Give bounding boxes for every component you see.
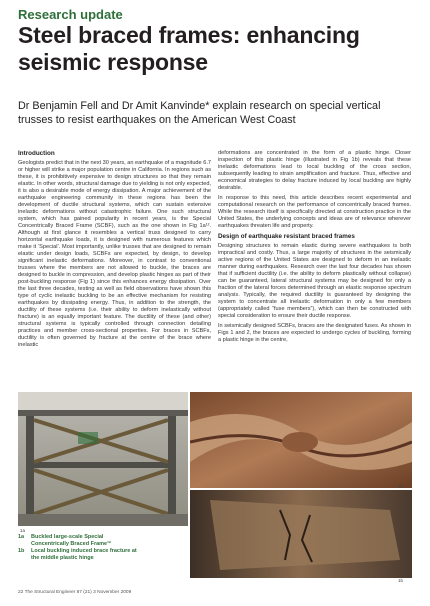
- caption-1b-text: Local buckling induced brace fracture at the middle plastic hinge: [31, 548, 137, 561]
- left-column: [18, 150, 211, 352]
- standfirst: Dr Benjamin Fell and Dr Amit Kanvinde* explain research on special vertical trusses to resist earthquakes on the American West Coast: [18, 100, 381, 126]
- caption-1a: [18, 534, 138, 548]
- right-paragraph-3: Designing structures to remain elastic during severe earthquakes is both impractical and costly. Thus, a large majority of structures in the seismically active regions of the United States are designed to deform in an inelastic manner during earthquakes. Research over the last four decades has shown that if sufficient ductility (i.e. the ability to deform plastically without collapse) can be guaranteed, lateral structural systems may be designed for only a fraction of the lateral forces determined through an elastic response spectrum analysis. Typically, the required ductility is guaranteed by designing the system to concentrate all inelastic deformation in only a few members (appropriately called “fuse members”), which can then be constructed with special consideration to ensure their ductile response.: [218, 243, 411, 319]
- figure-1a-label: 1a: [20, 528, 26, 533]
- design-heading: Design of earthquake resistant braced frames: [218, 233, 355, 240]
- figure-1a-photo: [18, 392, 188, 526]
- figure-1b-label-upper: 1b: [398, 484, 404, 489]
- article-title: Steel braced frames: enhancing seismic response: [18, 22, 360, 75]
- caption-1a-number: 1a: [18, 534, 25, 540]
- figure-1b-photo-upper: [190, 392, 412, 488]
- intro-paragraph: Geologists predict that in the next 30 years, an earthquake of a magnitude 6.7 or higher will strike a major population centre in California. In regions such as these, it is prohibitively expensive to design structures so that they remain elastic. In other words, structural damage due to yielding is not only expected, it is also a desirable mode of energy dissipation. A major achievement of the earthquake engineering community in these regions has been the development of ductile structural systems, which can sustain extensive inelastic deformations without catastrophic failure. One such structural system, which has gained popularity in recent years, is the Special Concentrically Braced Frame (SCBF), such as the one shown in Fig 1a¹². Although at first glance it resembles a vertical truss designed to carry horizontal earthquake loads, it is designed with numerous features which make it ‘Special’. Most importantly, unlike trusses that are designed to remain elastic under design loads, SCBFs are expected, by design, to develop significant inelastic deformations. Moreover, in contrast to conventional trusses where the members are not allowed to buckle, the braces are designed to buckle in compression, and develop plastic hinges as part of their post-buckling response (Fig 1) since this enhances energy dissipation. Over the last three decades, testing as well as field observations have shown this type of cyclic inelastic buckling to be an effective mechanism for resisting earthquakes by dissipating energy. Thus, in addition to the strength, the ductility of these systems (i.e. their ability to deform inelastically without fracture) is an equally important feature. The ductility of these (and other) structural systems is typically controlled through connection detailing practices and member cross-sectional properties. For braces in SCBFs, ductility is often governed by fracture at the centre of the brace where inelastic: [18, 160, 211, 348]
- caption-1a-text: Buckled large-scale Special Concentrically Braced Frame¹²: [31, 534, 111, 547]
- kicker: Research update: [18, 7, 123, 22]
- caption-1b-number: 1b: [18, 548, 25, 554]
- caption-1b: [18, 548, 138, 562]
- right-paragraph-4: In seismically designed SCBFs, braces are the designated fuses. As shown in Figs 1 and 2, the braces are expected to undergo cycles of buckling, forming a plastic hinge in the centre,: [218, 323, 411, 343]
- figure-1b-photo-lower: [190, 490, 412, 578]
- right-paragraph-2: In response to this need, this article describes recent experimental and computational research on the performance of concentrically braced frames. While the research itself is specifically directed at construction practice in the United States, the underlying concepts and ideas are of relevance wherever earthquakes threaten life and property.: [218, 195, 411, 229]
- figure-1b-label-lower: 1b: [398, 578, 404, 583]
- figure-captions: [18, 534, 138, 562]
- right-column: [218, 150, 411, 347]
- right-paragraph-1: deformations are concentrated in the form of a plastic hinge. Closer inspection of this plastic hinge (illustrated in Fig 1b) reveals that these inelastic deformations lead to local buckling of the cross section, subsequently leading to strain amplification and fracture. Thus, effective and economical strategies to delay fracture induced by local buckling are highly desirable.: [218, 150, 411, 191]
- intro-heading: Introduction: [18, 150, 55, 157]
- page-footer: 22 The Structural Engineer 87 (21) 3 November 2009: [18, 590, 132, 595]
